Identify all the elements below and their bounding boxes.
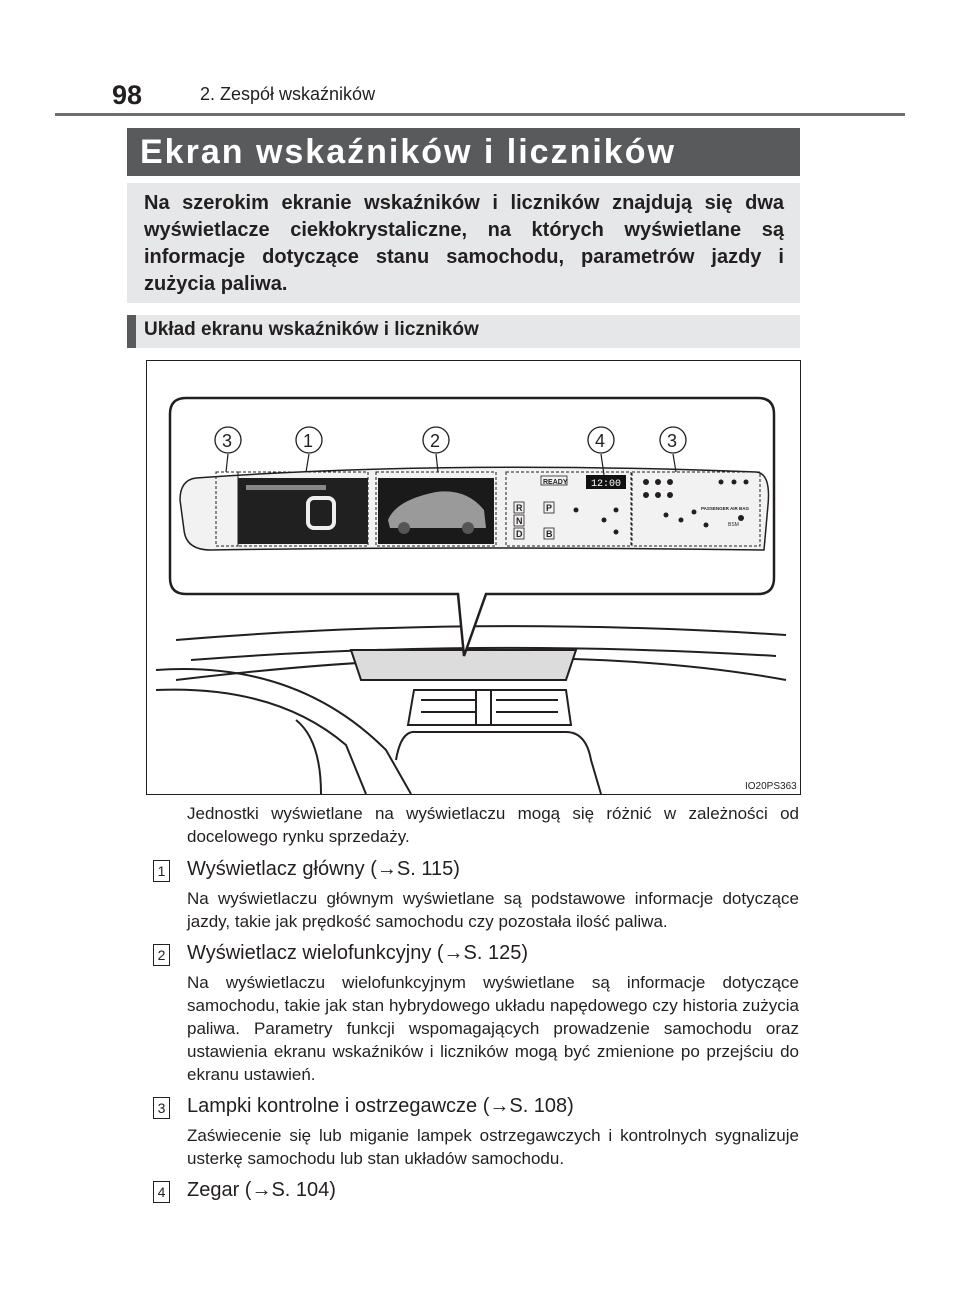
gear-d: D	[516, 529, 523, 539]
item-title-warning-lights: Lampki kontrolne i ostrzegawcze (→S. 108)	[187, 1095, 574, 1117]
item-desc-warning-lights: Zaświecenie się lub miganie lampek ostrzegawczych i kontrolnych sygnalizuje usterkę samochodu lub stan układów samochodu.	[187, 1126, 799, 1168]
dashboard-figure	[146, 360, 801, 795]
gear-n: N	[516, 516, 523, 526]
gear-r: R	[516, 503, 523, 513]
clock-text: 12:00	[591, 479, 622, 490]
callout-number-2: 2	[430, 431, 441, 451]
item-number-box: 3	[153, 1097, 170, 1119]
header-rule	[55, 113, 905, 116]
gear-p: P	[546, 503, 553, 513]
bsm-text: BSM	[728, 522, 739, 528]
chapter-title: 2. Zespół wskaźników	[200, 84, 376, 104]
item-number-box: 2	[153, 944, 170, 966]
item-title-multi-display: Wyświetlacz wielofunkcyjny (→S. 125)	[187, 942, 529, 964]
gear-b: B	[546, 529, 553, 539]
item-number-box: 4	[153, 1181, 170, 1203]
item-title-clock: Zegar (→S. 104)	[187, 1179, 336, 1201]
units-note: Jednostki wyświetlane na wyświetlaczu mogą się różnić w zależności od docelowego rynku sprzedaży.	[187, 804, 799, 846]
passenger-airbag-text: PASSENGER AIR BAG	[701, 506, 750, 511]
figure-id: IO20PS363	[745, 781, 797, 792]
callout-number-3b: 3	[667, 431, 678, 451]
callout-number-3a: 3	[222, 431, 233, 451]
item-number-box: 1	[153, 860, 170, 882]
ready-text: READY	[543, 479, 568, 486]
section-title: Ekran wskaźników i liczników	[140, 133, 676, 171]
item-desc-main-display: Na wyświetlaczu głównym wyświetlane są podstawowe informacje dotyczące jazdy, takie jak prędkość samochodu czy pozostała ilość paliwa.	[187, 889, 799, 931]
intro-text: Na szerokim ekranie wskaźników i liczników znajdują się dwa wyświetlacze ciekłokrystaliczne, na których wyświetlane są informacje dotyczące stanu samochodu, parametrów jazdy i zużycia paliwa.	[144, 192, 784, 295]
page-number: 98	[112, 80, 143, 110]
item-desc-multi-display: Na wyświetlaczu wielofunkcyjnym wyświetlane są informacje dotyczące samochodu, takie jak stan hybrydowego układu napędowego czy historia zużycia paliwa. Parametry funkcji wspomagających prowadzenie samochodu oraz ustawienia ekranu wskaźników i liczników mogą być zmienione po przejściu do ekranu ustawień.	[187, 973, 799, 1084]
callout-number-1: 1	[303, 431, 314, 451]
item-title-main-display: Wyświetlacz główny (→S. 115)	[187, 858, 460, 880]
callout-number-4: 4	[595, 431, 606, 451]
subsection-title: Układ ekranu wskaźników i liczników	[144, 319, 479, 340]
